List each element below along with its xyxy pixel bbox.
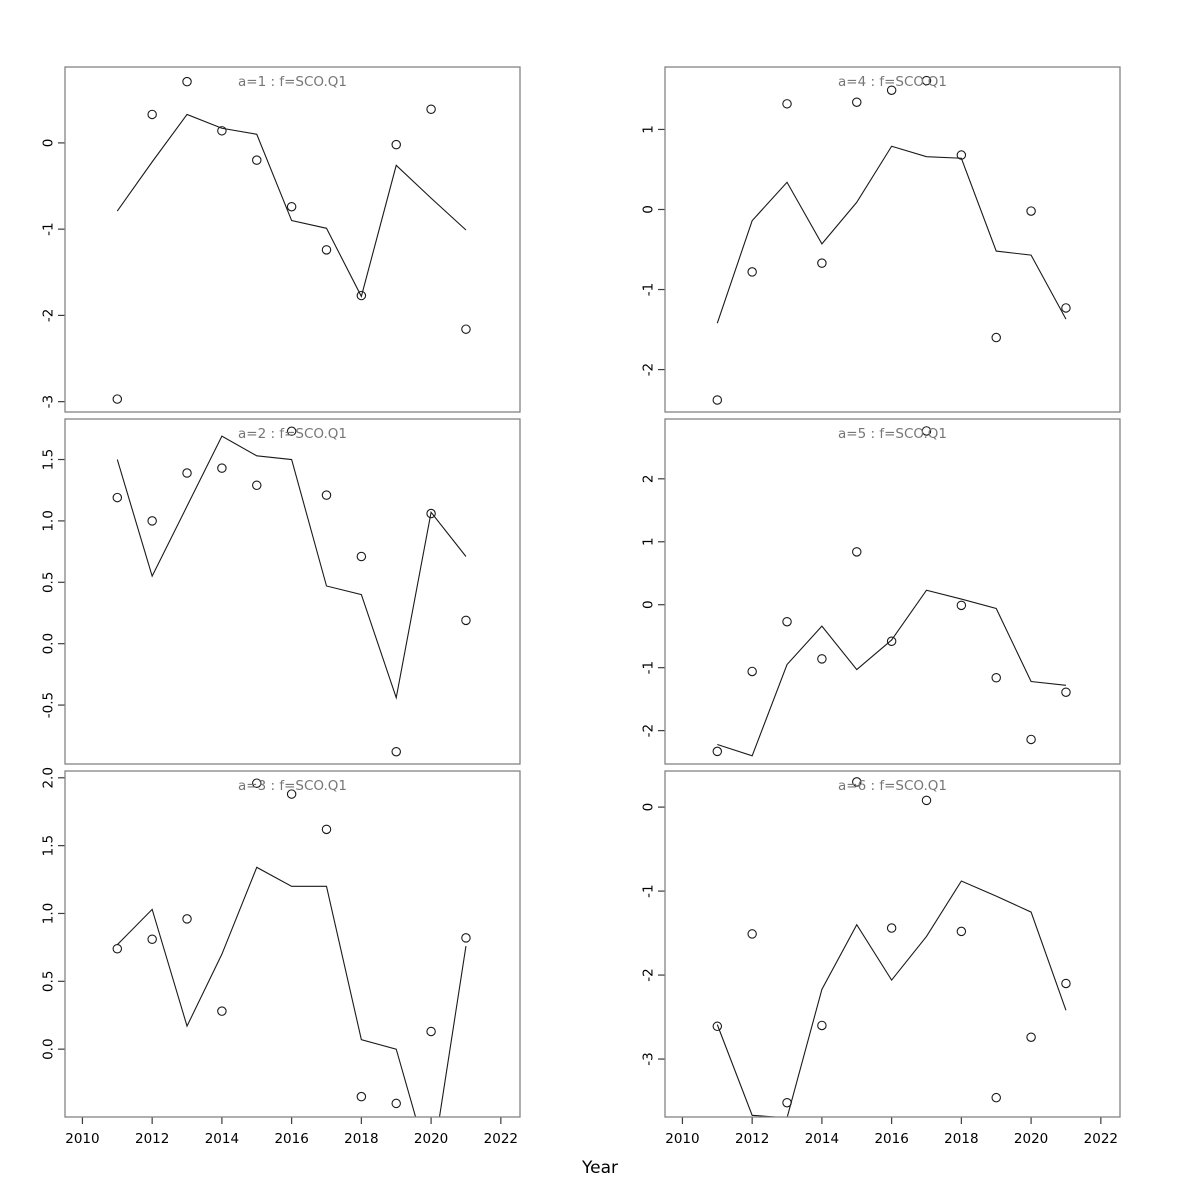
data-point xyxy=(392,748,400,756)
data-point xyxy=(462,616,470,624)
data-point xyxy=(1062,979,1070,987)
panel-5 xyxy=(641,419,1121,764)
y-tick-label: 0 xyxy=(640,802,657,812)
panel-frame xyxy=(65,771,520,1117)
y-tick-label: 2.0 xyxy=(40,767,57,789)
y-tick-label: 0 xyxy=(640,205,657,214)
y-tick-label: -2 xyxy=(640,362,657,377)
x-tick-label: 2012 xyxy=(134,1131,170,1147)
y-tick-label: 0 xyxy=(40,138,57,148)
data-point xyxy=(218,464,226,472)
data-point xyxy=(957,601,965,609)
y-tick-label: -1 xyxy=(640,282,657,297)
x-tick-label: 2014 xyxy=(204,1131,240,1147)
data-point xyxy=(148,935,156,943)
panel-frame xyxy=(65,419,520,764)
fit-line xyxy=(717,881,1066,1118)
panel-4 xyxy=(641,67,1121,412)
x-tick-label: 2010 xyxy=(65,1131,100,1147)
y-tick-label: -2 xyxy=(640,968,657,982)
data-point xyxy=(322,246,330,254)
panel-title: a=5 : f=SCO.Q1 xyxy=(838,426,947,442)
data-point xyxy=(713,747,721,755)
panel-frame xyxy=(665,67,1120,412)
y-tick-label: -1 xyxy=(640,884,657,898)
panel-6 xyxy=(641,771,1121,1147)
data-point xyxy=(357,552,365,560)
data-point xyxy=(887,924,895,932)
data-point xyxy=(818,655,826,663)
x-tick-label: 2020 xyxy=(1013,1131,1049,1147)
data-point xyxy=(1027,735,1035,743)
fit-line xyxy=(117,436,466,698)
data-point xyxy=(992,1093,1000,1101)
y-tick-label: -2 xyxy=(40,308,57,323)
y-tick-label: -3 xyxy=(640,1052,657,1066)
x-tick-label: 2012 xyxy=(734,1131,770,1147)
y-tick-label: -2 xyxy=(640,723,657,738)
data-point xyxy=(427,105,435,113)
y-tick-label: -0.5 xyxy=(40,691,57,719)
panel-2 xyxy=(41,419,521,764)
data-point xyxy=(713,396,721,404)
fit-line xyxy=(717,146,1066,323)
x-tick-label: 2022 xyxy=(483,1131,519,1147)
x-tick-label: 2022 xyxy=(1083,1131,1119,1147)
data-point xyxy=(183,469,191,477)
data-point xyxy=(783,1099,791,1107)
fit-line xyxy=(717,590,1066,756)
data-point xyxy=(748,268,756,276)
y-tick-label: 1.0 xyxy=(40,510,57,532)
data-point xyxy=(992,674,1000,682)
data-point xyxy=(287,203,295,211)
panel-frame xyxy=(65,67,520,412)
data-point xyxy=(783,100,791,108)
data-point xyxy=(322,491,330,499)
panel-title: a=3 : f=SCO.Q1 xyxy=(238,778,347,794)
y-tick-label: 0.5 xyxy=(40,571,57,594)
y-tick-label: 1.5 xyxy=(40,448,57,471)
data-point xyxy=(992,333,1000,341)
data-point xyxy=(783,618,791,626)
data-point xyxy=(183,77,191,85)
data-point xyxy=(253,481,261,489)
panel-1 xyxy=(41,67,521,412)
fit-line xyxy=(117,114,466,296)
y-tick-label: -1 xyxy=(40,222,57,236)
data-point xyxy=(1027,1033,1035,1041)
panel-title: a=4 : f=SCO.Q1 xyxy=(838,74,947,90)
x-tick-label: 2020 xyxy=(413,1131,449,1147)
data-point xyxy=(427,1027,435,1035)
x-tick-label: 2016 xyxy=(274,1131,309,1147)
y-tick-label: 0.5 xyxy=(40,970,57,993)
x-tick-label: 2010 xyxy=(665,1131,700,1147)
data-point xyxy=(853,98,861,106)
data-point xyxy=(748,667,756,675)
data-point xyxy=(462,934,470,942)
data-point xyxy=(713,1022,721,1030)
data-point xyxy=(218,1007,226,1015)
y-tick-label: -3 xyxy=(40,394,57,409)
data-point xyxy=(392,1099,400,1107)
panel-title: a=1 : f=SCO.Q1 xyxy=(238,74,347,90)
data-point xyxy=(113,945,121,953)
data-point xyxy=(462,325,470,333)
data-point xyxy=(148,110,156,118)
data-point xyxy=(392,140,400,148)
data-point xyxy=(957,927,965,935)
data-point xyxy=(113,395,121,403)
panel-3 xyxy=(41,767,521,1171)
data-point xyxy=(1027,207,1035,215)
x-tick-label: 2016 xyxy=(874,1131,909,1147)
y-tick-label: 0 xyxy=(640,600,657,610)
data-point xyxy=(818,1021,826,1029)
y-tick-label: -1 xyxy=(640,660,657,675)
panel-title: a=6 : f=SCO.Q1 xyxy=(838,778,947,794)
data-point xyxy=(357,1092,365,1100)
data-point xyxy=(148,517,156,525)
y-tick-label: 2 xyxy=(640,474,657,484)
x-tick-label: 2018 xyxy=(344,1131,379,1147)
data-point xyxy=(253,156,261,164)
data-point xyxy=(922,796,930,804)
y-tick-label: 1 xyxy=(640,537,657,547)
y-tick-label: 1.5 xyxy=(40,834,57,857)
data-point xyxy=(853,548,861,556)
x-axis-title: Year xyxy=(582,1158,618,1178)
data-point xyxy=(818,259,826,267)
y-tick-label: 0.0 xyxy=(40,632,57,655)
data-point xyxy=(1062,688,1070,696)
data-point xyxy=(887,637,895,645)
panel-title: a=2 : f=SCO.Q1 xyxy=(238,426,347,442)
data-point xyxy=(113,493,121,501)
data-point xyxy=(1062,304,1070,312)
y-tick-label: 1 xyxy=(640,125,657,134)
data-point xyxy=(748,930,756,938)
y-tick-label: 1.0 xyxy=(40,902,57,925)
x-tick-label: 2018 xyxy=(944,1131,979,1147)
data-point xyxy=(322,825,330,833)
data-point xyxy=(183,915,191,923)
y-tick-label: 0.0 xyxy=(40,1038,57,1060)
fit-line xyxy=(117,867,466,1171)
x-tick-label: 2014 xyxy=(804,1131,840,1147)
panel-frame xyxy=(665,419,1120,764)
